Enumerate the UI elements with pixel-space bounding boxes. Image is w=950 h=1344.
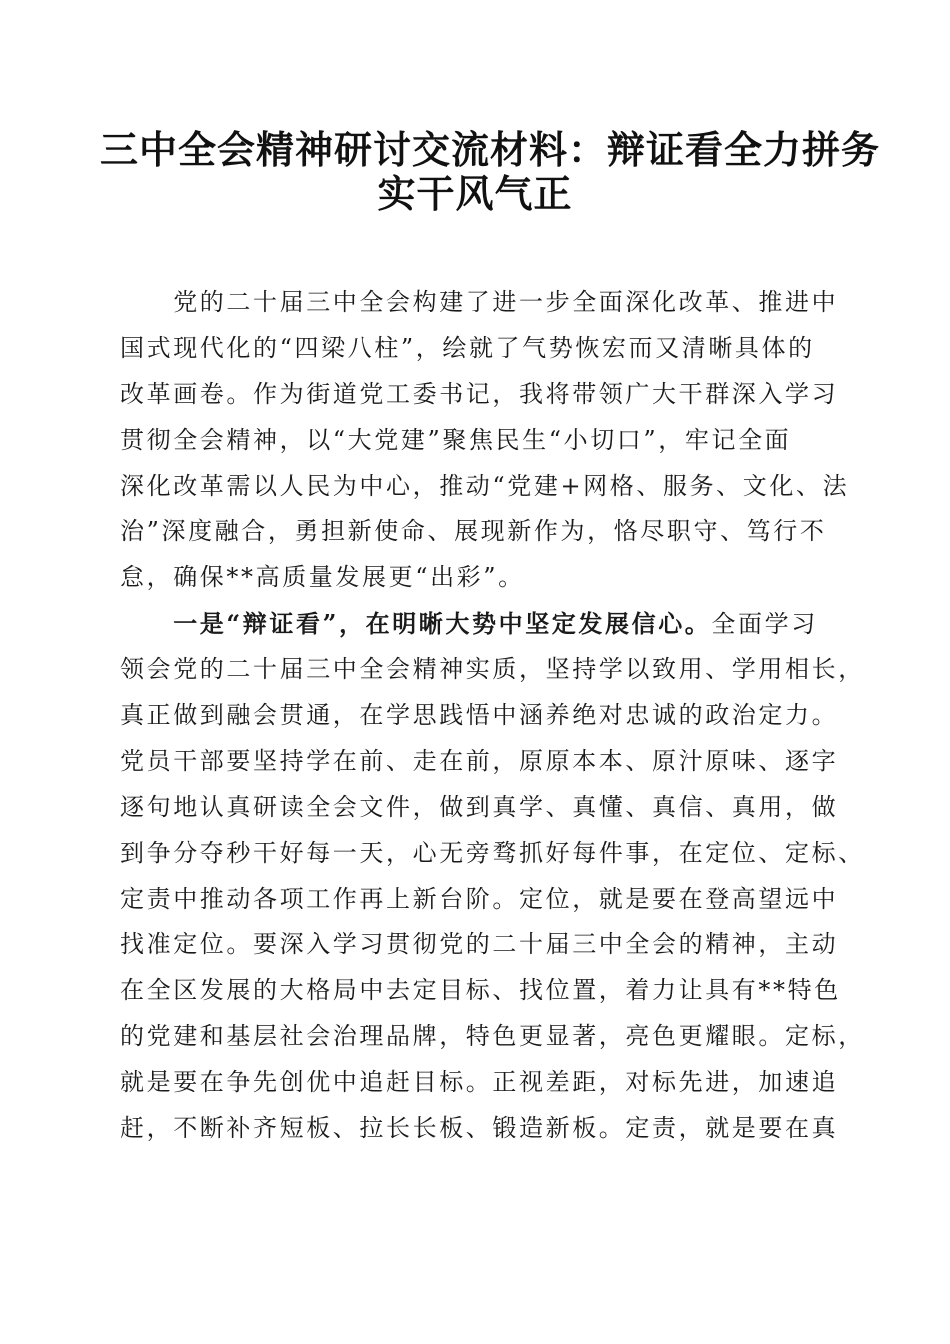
document-title: [100, 127, 881, 216]
text-line: 党员干部要坚持学在前、走在前，原原本本、原汁原味、逐字: [120, 746, 839, 775]
text-line: 改革画卷。作为街道党工委书记，我将带领广大干群深入学习: [120, 379, 839, 408]
text-line: 逐句地认真研读全会文件，做到真学、真懂、真信、真用，做: [120, 792, 839, 821]
text-line: 就是要在争先创优中追赶目标。正视差距，对标先进，加速追: [120, 1068, 839, 1097]
title-line-1: 三中全会精神研讨交流材料：辩证看全力拼务: [100, 127, 881, 172]
text-line: 的党建和基层社会治理品牌，特色更显著，亮色更耀眼。定标，: [120, 1022, 865, 1051]
point-heading: 一是“辩证看”，在明晰大势中坚定发展信心。: [120, 609, 712, 639]
text-line: 深化改革需以人民为中心，推动“党建+网格、服务、文化、法: [120, 471, 850, 500]
text-line: 定责中推动各项工作再上新台阶。定位，就是要在登高望远中: [120, 884, 839, 913]
text-line: 怠，确保**高质量发展更“出彩”。: [120, 563, 525, 592]
title-line-2: 实干风气正: [377, 171, 573, 216]
document-body: [120, 280, 865, 1152]
paragraph-point-one: [120, 601, 865, 1152]
text-line: 到争分夺秒干好每一天，心无旁骛抓好每件事，在定位、定标、: [120, 838, 865, 867]
text-line: 党的二十届三中全会构建了进一步全面深化改革、推进中: [120, 288, 839, 316]
text-line: 领会党的二十届三中全会精神实质，坚持学以致用、学用相长，: [120, 655, 865, 684]
text-line: 贯彻全会精神，以“大党建”聚焦民生“小切口”，牢记全面: [120, 425, 792, 454]
text-line: 赶，不断补齐短板、拉长长板、锻造新板。定责，就是要在真: [120, 1114, 839, 1143]
text-line-lead: [120, 601, 840, 647]
text-line: 在全区发展的大格局中去定目标、找位置，着力让具有**特色: [120, 976, 841, 1005]
text-line: 真正做到融会贯通，在学思践悟中涵养绝对忠诚的政治定力。: [120, 701, 839, 730]
text-line: 治”深度融合，勇担新使命、展现新作为，恪尽职守、笃行不: [120, 517, 827, 546]
text-line: 国式现代化的“四梁八柱”，绘就了气势恢宏而又清晰具体的: [120, 333, 815, 362]
paragraph-intro: [120, 280, 850, 601]
point-lead-rest: 全面学习: [711, 610, 818, 639]
text-line: 找准定位。要深入学习贯彻党的二十届三中全会的精神，主动: [120, 930, 839, 959]
